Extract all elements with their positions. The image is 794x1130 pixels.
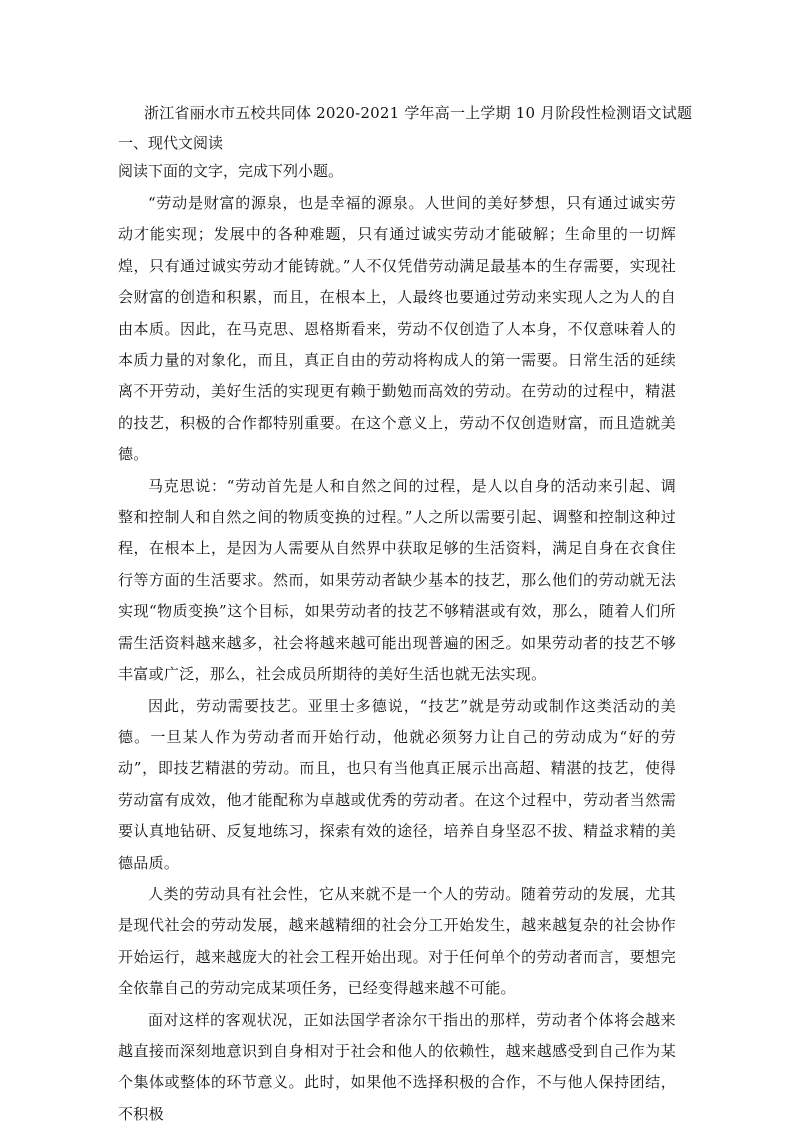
- paragraph-4: 人类的劳动具有社会性，它从来就不是一个人的劳动。随着劳动的发展，尤其是现代社会的劳动发展，越来越精细的社会分工开始发生，越来越复杂的社会协作开始运行，越来越庞大的社会工程开始出现。对于任何单个的劳动者而言，要想完全依靠自己的劳动完成某项任务，已经变得越来越不可能。: [118, 884, 676, 998]
- paragraph-1: “劳动是财富的源泉，也是幸福的源泉。人世间的美好梦想，只有通过诚实劳动才能实现；发展中的各种难题，只有通过诚实劳动才能破解；生命里的一切辉煌，只有通过诚实劳动才能铸就。”人不仅凭借劳动满足最基本的生存需要，实现社会财富的创造和积累，而且，在根本上，人最终也要通过劳动来实现人之为人的自由本质。因此，在马克思、恩格斯看来，劳动不仅创造了人本身，不仅意味着人的本质力量的对象化，而且，真正自由的劳动将构成人的第一需要。日常生活的延续离不开劳动，美好生活的实现更有赖于勤勉而高效的劳动。在劳动的过程中，精湛的技艺，积极的合作都特别重要。在这个意义上，劳动不仅创造财富，而且造就美德。: [118, 194, 676, 464]
- section-heading: 一、现代文阅读: [118, 134, 224, 152]
- document-title: 浙江省丽水市五校共同体 2020-2021 学年高一上学期 10 月阶段性检测语文试题: [144, 104, 693, 122]
- paragraph-5: 面对这样的客观状况，正如法国学者涂尔干指出的那样，劳动者个体将会越来越直接而深刻地意识到自身相对于社会和他人的依赖性，越来越感受到自己作为某个集体或整体的环节意义。此时，如果他不选择积极的合作，不与他人保持团结，不积极: [118, 1010, 676, 1123]
- passage-body: [118, 188, 676, 1130]
- paragraph-3: 因此，劳动需要技艺。亚里士多德说，“技艺”就是劳动或制作这类活动的美德。一旦某人作为劳动者而开始行动，他就必须努力让自己的劳动成为“好的劳动”，即技艺精湛的劳动。而且，也只有当他真正展示出高超、精湛的技艺，使得劳动富有成效，他才能配称为卓越或优秀的劳动者。在这个过程中，劳动者当然需要认真地钻研、反复地练习，探索有效的途径，培养自身坚忍不拔、精益求精的美德品质。: [118, 696, 676, 872]
- reading-instruction: 阅读下面的文字，完成下列小题。: [118, 162, 344, 180]
- paragraph-2: 马克思说：“劳动首先是人和自然之间的过程，是人以自身的活动来引起、调整和控制人和自然之间的物质变换的过程。”人之所以需要引起、调整和控制这种过程，在根本上，是因为人需要从自然界中获取足够的生活资料，满足自身在衣食住行等方面的生活要求。然而，如果劳动者缺少基本的技艺，那么他们的劳动就无法实现“物质变换”这个目标，如果劳动者的技艺不够精湛或有效，那么，随着人们所需生活资料越来越多，社会将越来越可能出现普遍的困乏。如果劳动者的技艺不够丰富或广泛，那么，社会成员所期待的美好生活也就无法实现。: [118, 476, 676, 684]
